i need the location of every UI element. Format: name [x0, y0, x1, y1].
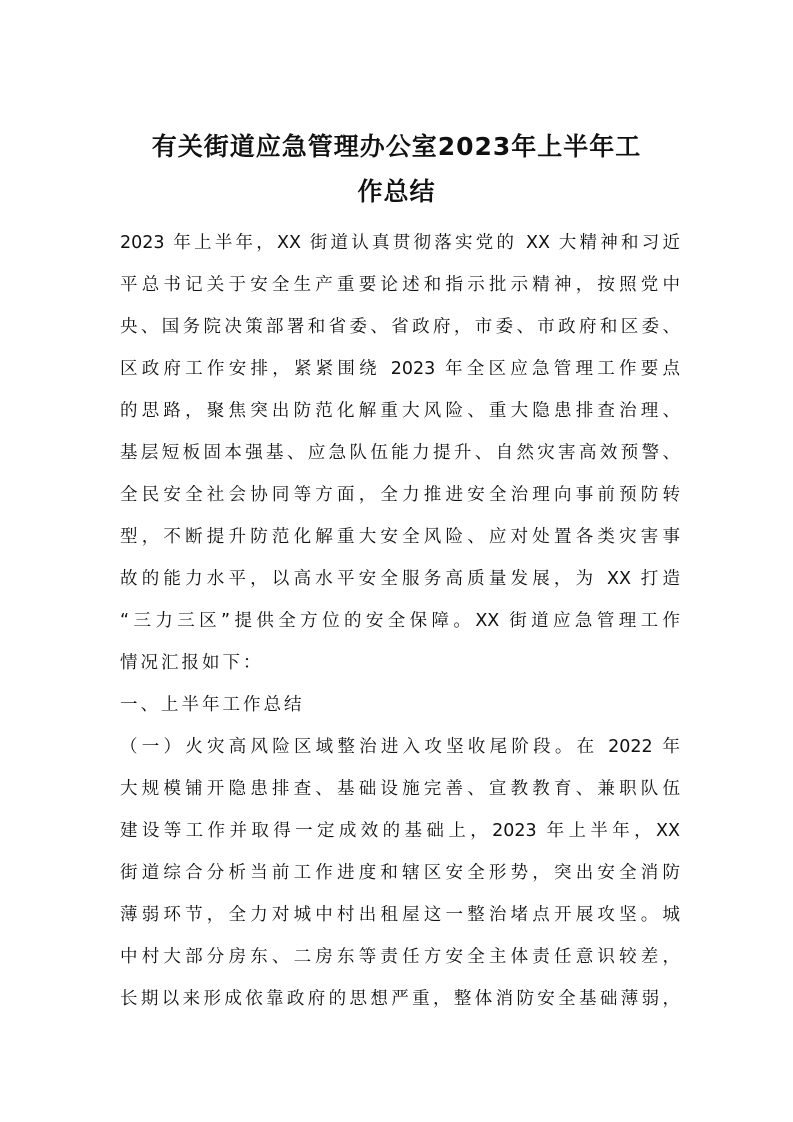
body-line: 中村大部分房东、二房东等责任方安全主体责任意识较差， [120, 947, 680, 967]
body-line: 基层短板固本强基、应急队伍能力提升、自然灾害高效预警、 [120, 443, 680, 463]
subsection-heading-line: （一）火灾高风险区域整治进入攻坚收尾阶段。在 2022 年 [120, 737, 680, 757]
body-line: 大规模铺开隐患排查、基础设施完善、宣教教育、兼职队伍 [120, 779, 680, 799]
section-heading: 一、上半年工作总结 [120, 695, 305, 715]
title-line-1: 有关街道应急管理办公室2023年上半年工 [151, 132, 642, 161]
body-line: 街道综合分析当前工作进度和辖区安全形势，突出安全消防 [120, 863, 680, 883]
body-line: 长期以来形成依靠政府的思想严重，整体消防安全基础薄弱， [120, 989, 680, 1009]
body-line: 型，不断提升防范化解重大安全风险、应对处置各类灾害事 [120, 527, 680, 547]
body-line: 全民安全社会协同等方面，全力推进安全治理向事前预防转 [120, 485, 680, 505]
body-line: 平总书记关于安全生产重要论述和指示批示精神，按照党中 [120, 275, 680, 295]
title-line-2: 作总结 [357, 177, 436, 206]
body-line: 薄弱环节，全力对城中村出租屋这一整治堵点开展攻坚。城 [120, 905, 680, 925]
body-line: 情况汇报如下： [120, 653, 264, 673]
body-line: “三力三区”提供全方位的安全保障。XX 街道应急管理工作 [120, 611, 680, 631]
body-line: 2023 年上半年，XX 街道认真贯彻落实党的 XX 大精神和习近 [120, 233, 680, 253]
body-line: 故的能力水平，以高水平安全服务高质量发展，为 XX 打造 [120, 569, 680, 589]
body-line: 的思路，聚焦突出防范化解重大风险、重大隐患排查治理、 [120, 401, 680, 421]
body-line: 区政府工作安排，紧紧围绕 2023 年全区应急管理工作要点 [120, 359, 680, 379]
body-line: 建设等工作并取得一定成效的基础上，2023 年上半年，XX [120, 821, 680, 841]
body-line: 央、国务院决策部署和省委、省政府，市委、市政府和区委、 [120, 317, 680, 337]
